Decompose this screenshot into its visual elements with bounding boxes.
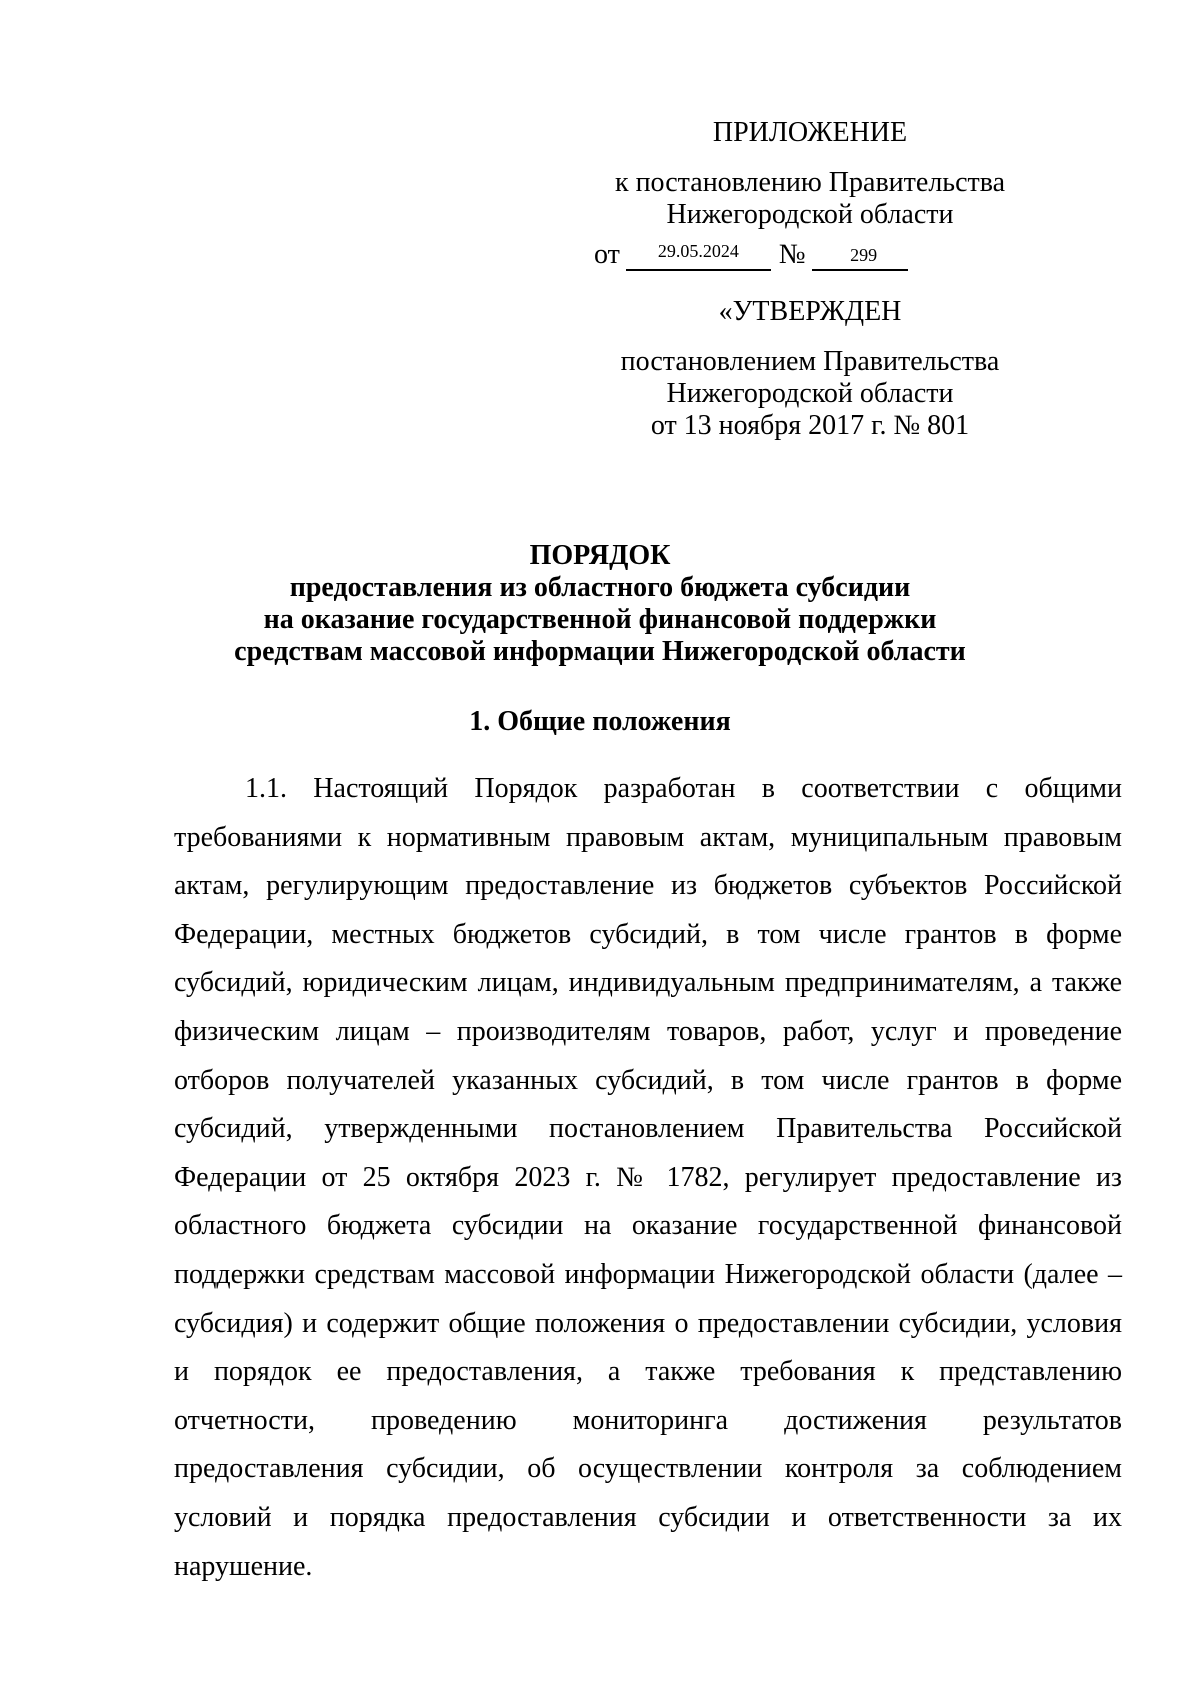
number-sign: № bbox=[778, 239, 806, 270]
section-heading: 1. Общие положения bbox=[469, 706, 731, 737]
document-subtitle-line-3: средствам массовой информации Нижегородской области bbox=[234, 636, 966, 667]
document-subtitle-line-1: предоставления из областного бюджета субсидии bbox=[289, 572, 911, 603]
document-subtitle-line-2: на оказание государственной финансовой поддержки bbox=[263, 604, 937, 635]
approved-line-1: постановлением Правительства bbox=[620, 346, 1000, 377]
date-prefix: от bbox=[594, 239, 620, 270]
approved-title: «УТВЕРЖДЕН bbox=[718, 296, 902, 327]
document-title: ПОРЯДОК bbox=[529, 540, 671, 571]
approved-line-2: Нижегородской области bbox=[666, 378, 954, 409]
approved-line-3: от 13 ноября 2017 г. № 801 bbox=[650, 410, 970, 441]
date-field: 29.05.2024 bbox=[626, 237, 771, 271]
appendix-title: ПРИЛОЖЕНИЕ bbox=[712, 117, 908, 148]
paragraph-1-1: 1.1. Настоящий Порядок разработан в соответствии с общими требованиями к нормативным правовым актам, муниципальным правовым актам, регулирующим предоставление из бюджетов субъектов Российской Федерации, местных бюджетов субсидий, в том числе грантов в форме субсидий, юридическим лицам, индивидуальным предпринимателям, а также физическим лицам – производителям товаров, работ, услуг и проведение отборов получателей указанных субсидий, в том числе грантов в форме субсидий, утвержденными постановлением Правительства Российской Федерации от 25 октября 2023 г. № 1782, регулирует предоставление из областного бюджета субсидии на оказание государственной финансовой поддержки средствам массовой информации Нижегородской области (далее – субсидия) и содержит общие положения о предоставлении субсидии, условия и порядок ее предоставления, а также требования к представлению отчетности, проведению мониторинга достижения результатов предоставления субсидии, об осуществлении контроля за соблюдением условий и порядка предоставления субсидии и ответственности за их нарушение. bbox=[174, 773, 1122, 1582]
appendix-line-1: к постановлению Правительства bbox=[614, 167, 1006, 198]
appendix-date-row bbox=[594, 237, 1054, 273]
appendix-reference bbox=[540, 167, 1080, 231]
approved-reference bbox=[540, 346, 1080, 442]
document-heading bbox=[150, 540, 1050, 668]
number-field: 299 bbox=[812, 241, 908, 271]
appendix-line-2: Нижегородской области bbox=[666, 199, 954, 230]
